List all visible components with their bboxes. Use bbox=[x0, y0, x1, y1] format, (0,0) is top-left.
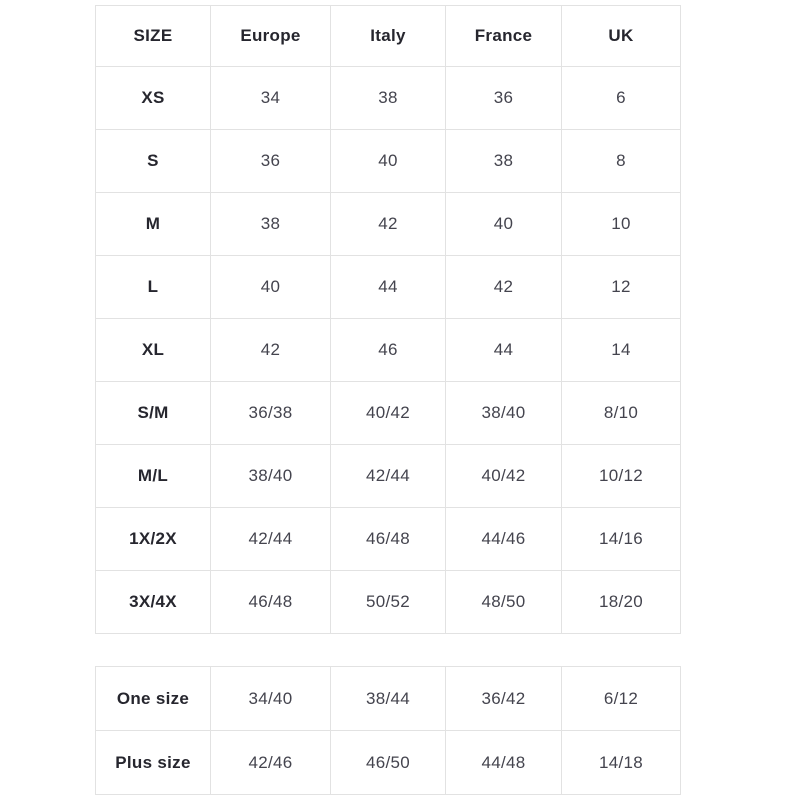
value-cell: 6/12 bbox=[562, 667, 681, 731]
value-cell: 46 bbox=[331, 319, 446, 382]
value-cell: 44 bbox=[331, 256, 446, 319]
value-cell: 40 bbox=[331, 130, 446, 193]
row-label-cell: 3X/4X bbox=[96, 571, 211, 634]
table-row-ml bbox=[96, 445, 681, 508]
special-sizes-table bbox=[95, 666, 681, 795]
row-label-cell: M/L bbox=[96, 445, 211, 508]
header-cell-uk: UK bbox=[562, 6, 681, 67]
value-cell: 50/52 bbox=[331, 571, 446, 634]
value-cell: 42 bbox=[446, 256, 562, 319]
row-label-cell: Plus size bbox=[96, 731, 211, 795]
value-cell: 8/10 bbox=[562, 382, 681, 445]
table-row-xs bbox=[96, 67, 681, 130]
table-row-s bbox=[96, 130, 681, 193]
row-label-cell: M bbox=[96, 193, 211, 256]
value-cell: 40/42 bbox=[446, 445, 562, 508]
value-cell: 40/42 bbox=[331, 382, 446, 445]
value-cell: 44 bbox=[446, 319, 562, 382]
row-label-cell: 1X/2X bbox=[96, 508, 211, 571]
value-cell: 10/12 bbox=[562, 445, 681, 508]
row-label-cell: XL bbox=[96, 319, 211, 382]
value-cell: 42 bbox=[331, 193, 446, 256]
value-cell: 12 bbox=[562, 256, 681, 319]
value-cell: 14/18 bbox=[562, 731, 681, 795]
value-cell: 38/40 bbox=[211, 445, 331, 508]
row-label-cell: S bbox=[96, 130, 211, 193]
table-row-m bbox=[96, 193, 681, 256]
value-cell: 36/42 bbox=[446, 667, 562, 731]
table-row-3x4x bbox=[96, 571, 681, 634]
value-cell: 14 bbox=[562, 319, 681, 382]
value-cell: 18/20 bbox=[562, 571, 681, 634]
value-cell: 38 bbox=[211, 193, 331, 256]
value-cell: 34/40 bbox=[211, 667, 331, 731]
table-row-l bbox=[96, 256, 681, 319]
table-row-xl bbox=[96, 319, 681, 382]
value-cell: 42/44 bbox=[211, 508, 331, 571]
value-cell: 40 bbox=[211, 256, 331, 319]
value-cell: 38/44 bbox=[331, 667, 446, 731]
table-header-row bbox=[96, 6, 681, 67]
table-row-one-size bbox=[96, 667, 681, 731]
value-cell: 34 bbox=[211, 67, 331, 130]
value-cell: 38/40 bbox=[446, 382, 562, 445]
row-label-cell: XS bbox=[96, 67, 211, 130]
row-label-cell: L bbox=[96, 256, 211, 319]
value-cell: 48/50 bbox=[446, 571, 562, 634]
value-cell: 40 bbox=[446, 193, 562, 256]
value-cell: 42/46 bbox=[211, 731, 331, 795]
value-cell: 38 bbox=[446, 130, 562, 193]
value-cell: 14/16 bbox=[562, 508, 681, 571]
value-cell: 36/38 bbox=[211, 382, 331, 445]
value-cell: 36 bbox=[211, 130, 331, 193]
row-label-cell: One size bbox=[96, 667, 211, 731]
value-cell: 8 bbox=[562, 130, 681, 193]
header-cell-europe: Europe bbox=[211, 6, 331, 67]
value-cell: 44/46 bbox=[446, 508, 562, 571]
value-cell: 38 bbox=[331, 67, 446, 130]
table-row-1x2x bbox=[96, 508, 681, 571]
value-cell: 46/48 bbox=[331, 508, 446, 571]
value-cell: 46/50 bbox=[331, 731, 446, 795]
value-cell: 42 bbox=[211, 319, 331, 382]
value-cell: 46/48 bbox=[211, 571, 331, 634]
value-cell: 36 bbox=[446, 67, 562, 130]
value-cell: 10 bbox=[562, 193, 681, 256]
table-row-plus-size bbox=[96, 731, 681, 795]
header-cell-italy: Italy bbox=[331, 6, 446, 67]
value-cell: 42/44 bbox=[331, 445, 446, 508]
table-row-sm bbox=[96, 382, 681, 445]
row-label-cell: S/M bbox=[96, 382, 211, 445]
header-cell-size: SIZE bbox=[96, 6, 211, 67]
header-cell-france: France bbox=[446, 6, 562, 67]
size-conversion-table bbox=[95, 5, 681, 634]
value-cell: 6 bbox=[562, 67, 681, 130]
value-cell: 44/48 bbox=[446, 731, 562, 795]
